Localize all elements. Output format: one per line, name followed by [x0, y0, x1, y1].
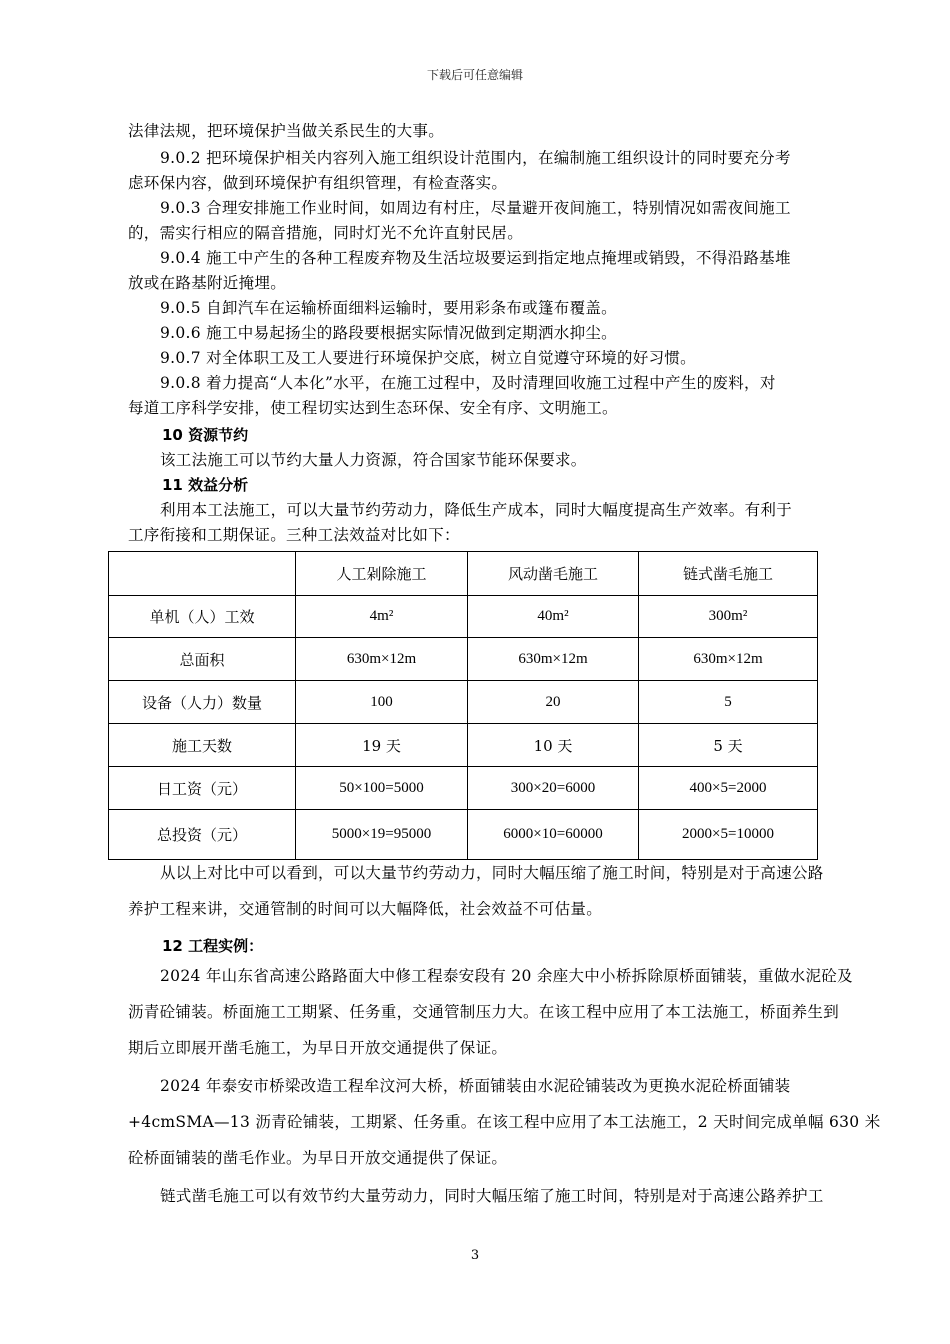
section-11-text: 工序衔接和工期保证。三种工法效益对比如下： [128, 526, 460, 544]
table-cell: 单机（人）工效 [109, 596, 296, 638]
paragraph-line: 9.0.4 施工中产生的各种工程废弃物及生活垃圾要运到指定地点掩埋或销毁，不得沿路基堆 [160, 249, 791, 267]
paragraph-line: 从以上对比中可以看到，可以大量节约劳动力，同时大幅压缩了施工时间，特别是对于高速公路 [160, 864, 824, 882]
paragraph-line: 9.0.3 合理安排施工作业时间，如周边有村庄，尽量避开夜间施工，特别情况如需夜间施工 [160, 199, 791, 217]
table-cell: 总面积 [109, 638, 296, 681]
page-header: 下载后可任意编辑 [426, 68, 523, 82]
table-cell: 40m² [468, 596, 639, 638]
paragraph-line: 虑环保内容，做到环境保护有组织管理，有检查落实。 [128, 174, 508, 192]
table-row [109, 681, 818, 724]
paragraph-line: 养护工程来讲，交通管制的时间可以大幅降低，社会效益不可估量。 [128, 900, 603, 918]
paragraph-line: 2024 年泰安市桥梁改造工程牟汶河大桥，桥面铺装由水泥砼铺装改为更换水泥砼桥面铺装 [160, 1077, 791, 1095]
table-header-cell: 链式凿毛施工 [639, 552, 818, 596]
table-cell: 总投资（元） [109, 810, 296, 860]
table-cell: 630m×12m [468, 638, 639, 681]
table-header-cell [109, 552, 296, 596]
paragraph-line: 放或在路基附近掩埋。 [128, 274, 287, 292]
paragraph-line: 期后立即展开凿毛施工，为早日开放交通提供了保证。 [128, 1039, 508, 1057]
paragraph-line: 9.0.2 把环境保护相关内容列入施工组织设计范围内，在编制施工组织设计的同时要充分考 [160, 149, 791, 167]
table-cell: 5 天 [639, 724, 818, 767]
table-row [109, 596, 818, 638]
table-cell: 5000×19=95000 [296, 810, 468, 860]
table-row [109, 638, 818, 681]
paragraph-line: 沥青砼铺装。桥面施工工期紧、任务重，交通管制压力大。在该工程中应用了本工法施工，桥面养生到 [128, 1003, 840, 1021]
table-cell: 施工天数 [109, 724, 296, 767]
table-cell: 20 [468, 681, 639, 724]
paragraph-line: 法律法规，把环境保护当做关系民生的大事。 [128, 122, 445, 140]
table-cell: 300m² [639, 596, 818, 638]
table-row [109, 767, 818, 810]
table-cell: 630m×12m [296, 638, 468, 681]
comparison-table [108, 551, 818, 860]
paragraph-line: 砼桥面铺装的凿毛作业。为早日开放交通提供了保证。 [128, 1149, 508, 1167]
section-11-text: 利用本工法施工，可以大量节约劳动力，降低生产成本，同时大幅度提高生产效率。有利于 [160, 501, 793, 519]
table-cell: 50×100=5000 [296, 767, 468, 810]
section-11-title: 11 效益分析 [162, 476, 249, 494]
paragraph-line: +4cmSMA—13 沥青砼铺装，工期紧、任务重。在该工程中应用了本工法施工，2 天时间完成单幅 630 米 [128, 1113, 881, 1131]
paragraph-line: 9.0.5 自卸汽车在运输桥面细料运输时，要用彩条布或篷布覆盖。 [160, 299, 617, 317]
table-cell: 日工资（元） [109, 767, 296, 810]
table-cell: 19 天 [296, 724, 468, 767]
table-cell: 100 [296, 681, 468, 724]
paragraph-line: 每道工序科学安排，使工程切实达到生态环保、安全有序、文明施工。 [128, 399, 618, 417]
paragraph-line: 9.0.8 着力提高“人本化”水平，在施工过程中，及时清理回收施工过程中产生的废料，对 [160, 374, 776, 392]
table-header-row [109, 552, 818, 596]
paragraph-line: 9.0.6 施工中易起扬尘的路段要根据实际情况做到定期洒水抑尘。 [160, 324, 617, 342]
table-cell: 4m² [296, 596, 468, 638]
section-10-text: 该工法施工可以节约大量人力资源，符合国家节能环保要求。 [160, 451, 587, 469]
paragraph-line: 2024 年山东省高速公路路面大中修工程泰安段有 20 余座大中小桥拆除原桥面铺装，重做水泥砼及 [160, 967, 853, 985]
table-header-cell: 风动凿毛施工 [468, 552, 639, 596]
table-cell: 设备（人力）数量 [109, 681, 296, 724]
table-cell: 6000×10=60000 [468, 810, 639, 860]
table-cell: 5 [639, 681, 818, 724]
paragraph-line: 9.0.7 对全体职工及工人要进行环境保护交底，树立自觉遵守环境的好习惯。 [160, 349, 696, 367]
table-cell: 10 天 [468, 724, 639, 767]
section-12-title: 12 工程实例： [162, 937, 264, 955]
table-header-cell: 人工剁除施工 [296, 552, 468, 596]
table-cell: 2000×5=10000 [639, 810, 818, 860]
table-row [109, 810, 818, 860]
paragraph-line: 链式凿毛施工可以有效节约大量劳动力，同时大幅压缩了施工时间，特别是对于高速公路养护工 [160, 1187, 824, 1205]
paragraph-line: 的，需实行相应的隔音措施，同时灯光不允许直射民居。 [128, 224, 524, 242]
table-cell: 630m×12m [639, 638, 818, 681]
table-row [109, 724, 818, 767]
table-cell: 400×5=2000 [639, 767, 818, 810]
table-cell: 300×20=6000 [468, 767, 639, 810]
section-10-title: 10 资源节约 [162, 426, 249, 444]
page-number: 3 [470, 1248, 480, 1263]
